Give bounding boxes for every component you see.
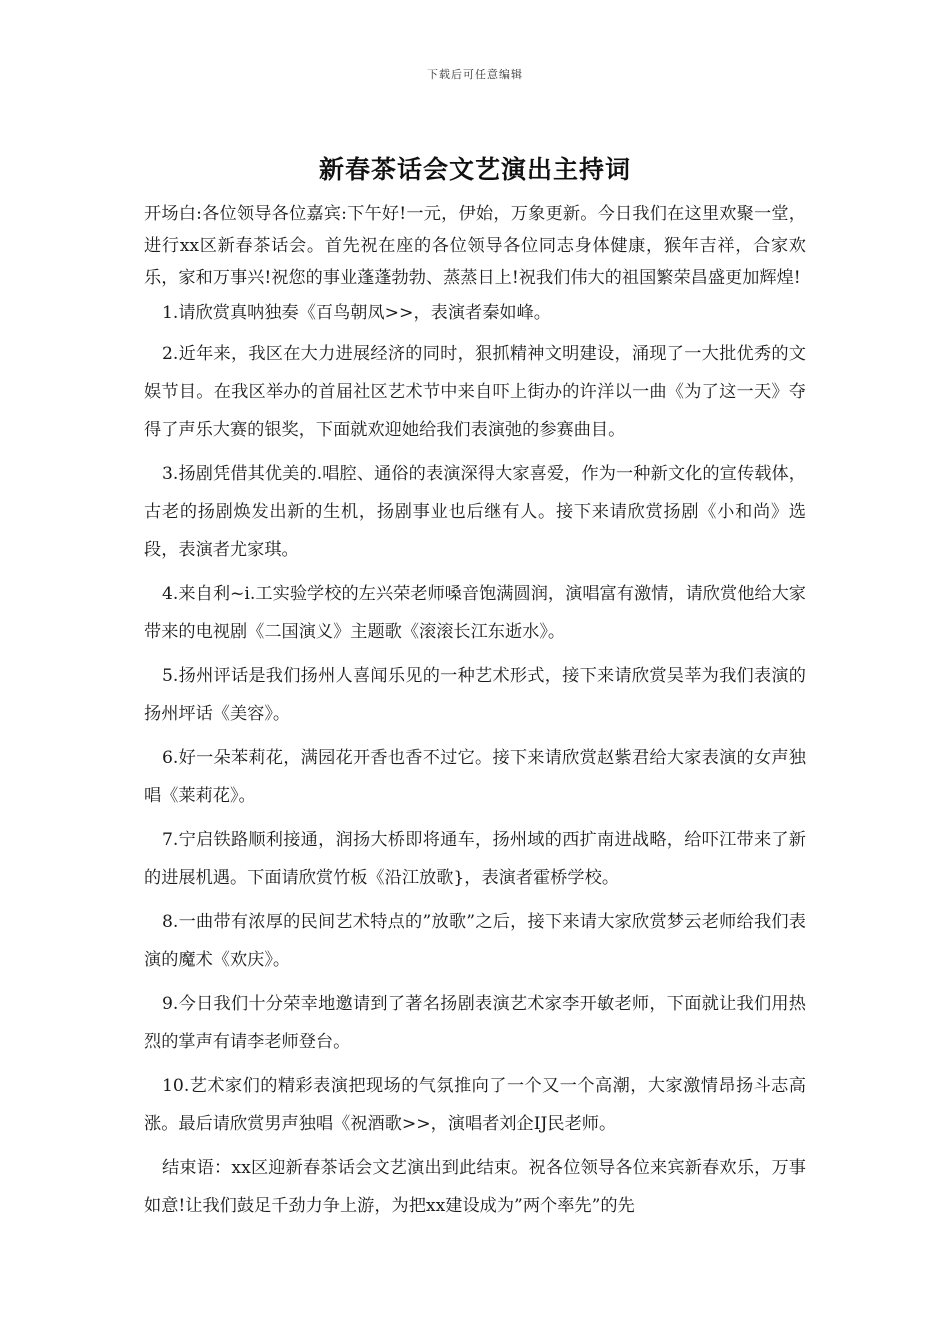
program-item-10: 10.艺术家们的精彩表演把现场的气氛推向了一个又一个高潮，大家激情昂扬斗志高涨。最后请欣赏男声独唱《祝酒歌>>，演唱者刘企IJ民老师。 <box>144 1075 806 1134</box>
program-item-4: 4.来自利~i.工实验学校的左兴荣老师嗓音饱满圆润，演唱富有激情，请欣赏他给大家带来的电视剧《二国演义》主题歌《滚滚长江东逝水》。 <box>144 583 806 642</box>
program-item-1: 1.请欣赏真呐独奏《百鸟朝凤>>，表演者秦如峰。 <box>162 302 551 323</box>
program-item-6: 6.好一朵苯莉花，满园花开香也香不过它。接下来请欣赏赵紫君给大家表演的女声独唱《莱莉花》。 <box>144 747 806 806</box>
document-title: 新春茶话会文艺演出主持词 <box>318 155 631 184</box>
program-item-2: 2.近年来，我区在大力进展经济的同时，狠抓精神文明建设，涌现了一大批优秀的文娱节目。在我区举办的首届社区艺术节中来自吓上街办的许洋以一曲《为了这一天》夺得了声乐大赛的银奖，下面就欢迎她给我们表演弛的参赛曲目。 <box>144 343 806 440</box>
opening-paragraph: 开场白:各位领导各位嘉宾:下午好!一元，伊始，万象更新。今日我们在这里欢聚一堂，进行xx区新春茶话会。首先祝在座的各位领导各位同志身体健康，猴年吉祥，合家欢乐，家和万事兴!祝您的事业蓬蓬勃勃、蒸蒸日上!祝我们伟大的祖国繁荣昌盛更加辉煌! <box>144 204 806 289</box>
program-item-3: 3.扬剧凭借其优美的.唱腔、通俗的表演深得大家喜爱，作为一种新文化的宣传载体，古老的扬剧焕发出新的生机，扬剧事业也后继有人。接下来请欣赏扬剧《小和尚》选段，表演者尤家琪。 <box>144 463 806 560</box>
program-item-5: 5.扬州评话是我们扬州人喜闻乐见的一种艺术形式，接下来请欣赏吴莘为我们表演的扬州坪话《美容》。 <box>144 665 806 724</box>
program-item-8: 8.一曲带有浓厚的民间艺术特点的”放歌”之后，接下来请大家欣赏梦云老师给我们表演的魔术《欢庆》。 <box>144 911 806 970</box>
program-item-7: 7.宁启铁路顺利接通，润扬大桥即将通车，扬州域的西扩南进战略，给吓江带来了新的进展机遇。下面请欣赏竹板《沿江放歌}，表演者霍桥学校。 <box>144 829 806 888</box>
document-body <box>144 198 806 1225</box>
program-item-9: 9.今日我们十分荣幸地邀请到了著名扬剧表演艺术家李开敏老师，下面就让我们用热烈的掌声有请李老师登台。 <box>144 993 806 1052</box>
closing-paragraph: 结束语：xx区迎新春茶话会文艺演出到此结束。祝各位领导各位来宾新春欢乐，万事如意!让我们鼓足千劲力争上游，为把xx建设成为”两个率先”的先 <box>144 1157 806 1216</box>
header-note: 下载后可任意编辑 <box>427 68 523 81</box>
